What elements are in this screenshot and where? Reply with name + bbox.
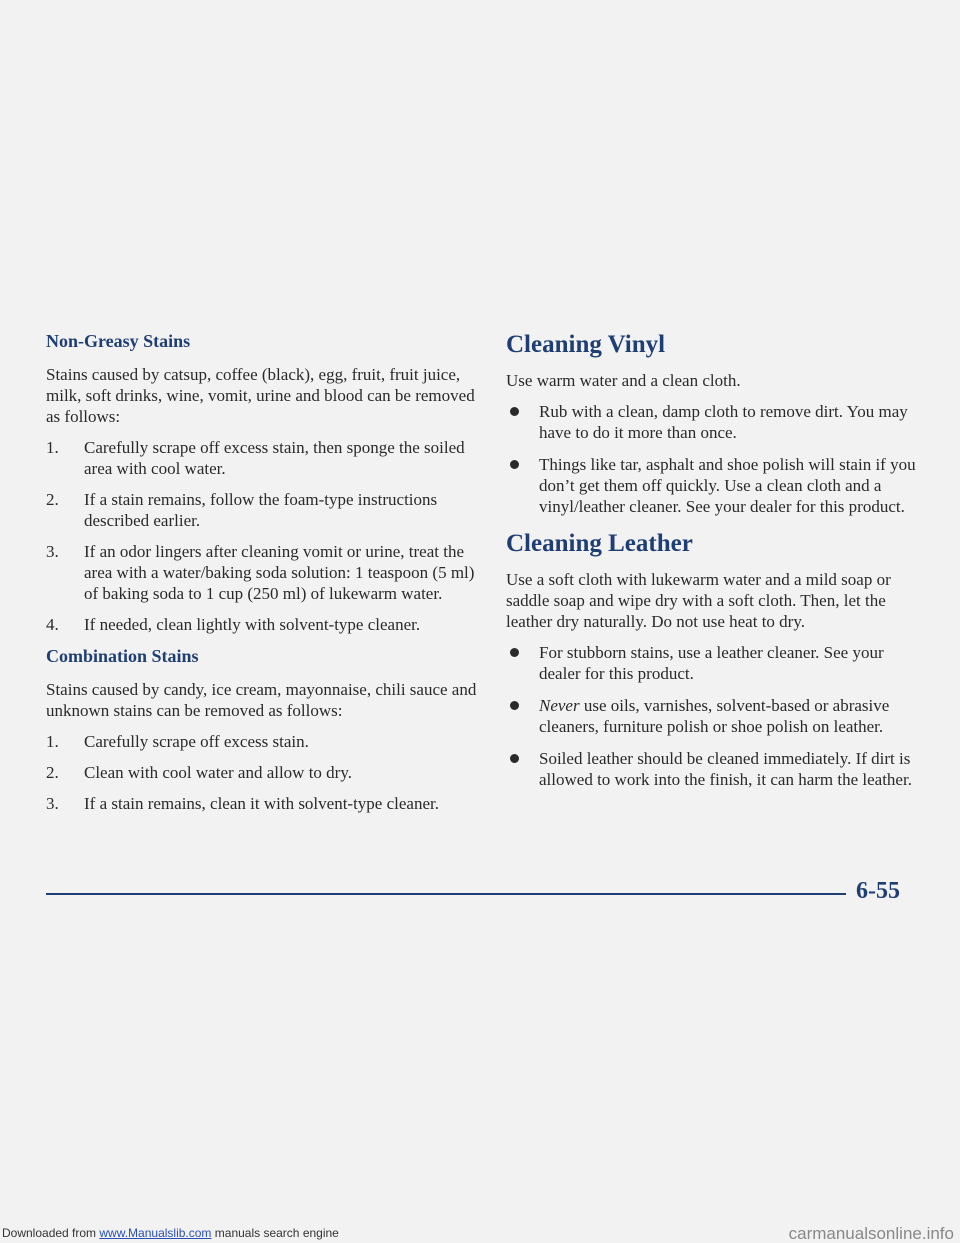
combination-heading: Combination Stains [46, 646, 199, 666]
leather-intro: Use a soft cloth with lukewarm water and a mild soap or saddle soap and wipe dry with a soft cloth. Then, let the leather dry naturally. Do not use heat to dry. [506, 570, 891, 631]
list-item [506, 695, 926, 737]
manualslib-link[interactable]: www.Manualslib.com [99, 1226, 212, 1240]
bullet-text: Things like tar, asphalt and shoe polish will stain if you don’t get them off quickly. Use a clean cloth and a vinyl/leather cleaner. See your dealer for this product. [539, 455, 916, 516]
step-text: Carefully scrape off excess stain. [84, 732, 309, 751]
footer-suffix: manuals search engine [211, 1226, 339, 1240]
cleaning-vinyl-heading: Cleaning Vinyl [506, 331, 666, 358]
step-number: 2. [46, 490, 59, 509]
bullet-text: For stubborn stains, use a leather cleaner. See your dealer for this product. [539, 643, 884, 683]
bullet-text: Soiled leather should be cleaned immediately. If dirt is allowed to work into the finish, it can harm the leather. [539, 749, 912, 789]
leather-bullets [506, 642, 926, 790]
never-emphasis: Never [539, 696, 580, 715]
bullet-icon [510, 648, 519, 657]
bullet-text: Rub with a clean, damp cloth to remove dirt. You may have to do it more than once. [539, 402, 908, 442]
list-item [46, 793, 486, 814]
step-text: Carefully scrape off excess stain, then sponge the soiled area with cool water. [84, 438, 465, 478]
left-column [46, 330, 486, 824]
step-text: If needed, clean lightly with solvent-type cleaner. [84, 615, 421, 634]
list-item [46, 614, 486, 635]
bullet-icon [510, 754, 519, 763]
non-greasy-steps [46, 437, 486, 635]
bullet-icon [510, 701, 519, 710]
list-item [46, 541, 486, 604]
list-item [46, 731, 486, 752]
list-item [46, 437, 486, 479]
step-number: 2. [46, 763, 59, 782]
non-greasy-heading: Non-Greasy Stains [46, 331, 191, 351]
footer-rule [46, 893, 846, 895]
list-item [506, 454, 926, 517]
bullet-text: use oils, varnishes, solvent-based or abrasive cleaners, furniture polish or shoe polish on leather. [539, 696, 890, 736]
combination-steps [46, 731, 486, 814]
step-number: 3. [46, 542, 59, 561]
non-greasy-intro: Stains caused by catsup, coffee (black), egg, fruit, fruit juice, milk, soft drinks, wine, vomit, urine and blood can be removed as follows: [46, 365, 475, 426]
bullet-icon [510, 460, 519, 469]
step-text: If a stain remains, clean it with solvent-type cleaner. [84, 794, 439, 813]
list-item [506, 748, 926, 790]
bullet-icon [510, 407, 519, 416]
vinyl-intro: Use warm water and a clean cloth. [506, 371, 741, 390]
step-number: 4. [46, 615, 59, 634]
list-item [46, 762, 486, 783]
vinyl-bullets [506, 401, 926, 517]
footer-text [2, 1225, 339, 1242]
list-item [46, 489, 486, 531]
step-number: 1. [46, 438, 59, 457]
step-number: 3. [46, 794, 59, 813]
step-number: 1. [46, 732, 59, 751]
download-footer [0, 1225, 960, 1242]
list-item [506, 401, 926, 443]
combination-intro: Stains caused by candy, ice cream, mayonnaise, chili sauce and unknown stains can be removed as follows: [46, 680, 477, 720]
step-text: Clean with cool water and allow to dry. [84, 763, 352, 782]
cleaning-leather-heading: Cleaning Leather [506, 530, 693, 557]
right-column [506, 330, 926, 802]
footer-prefix: Downloaded from [2, 1226, 100, 1240]
step-text: If an odor lingers after cleaning vomit or urine, treat the area with a water/baking soda solution: 1 teaspoon (5 ml) of baking soda to 1 cup (250 ml) of lukewarm water. [84, 542, 475, 603]
step-text: If a stain remains, follow the foam-type instructions described earlier. [84, 490, 438, 530]
watermark: carmanualsonline.info [788, 1224, 954, 1243]
page-number: 6-55 [856, 878, 900, 904]
list-item [506, 642, 926, 684]
